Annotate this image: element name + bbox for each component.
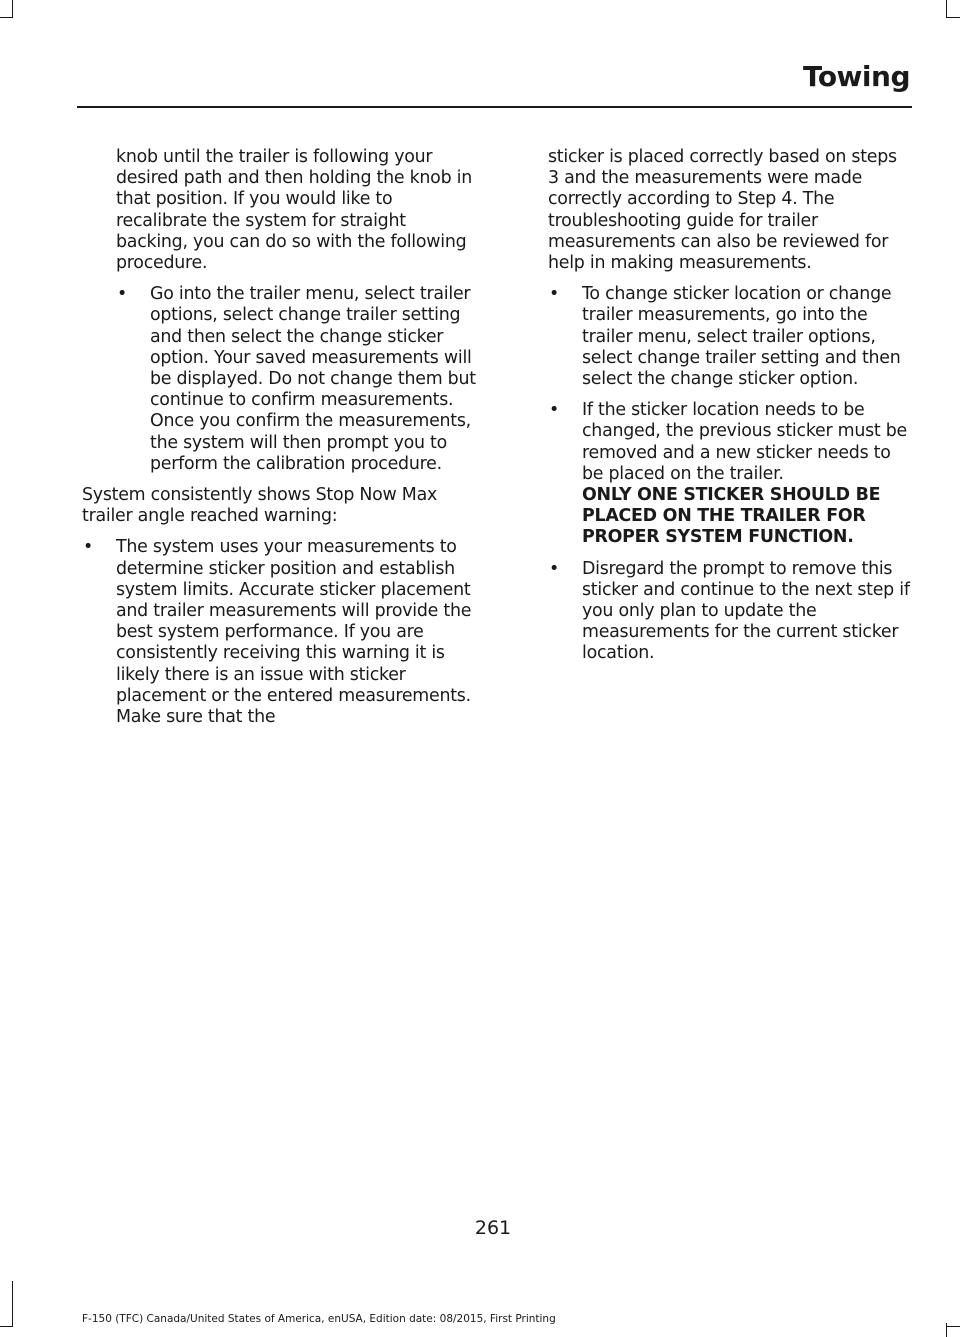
list-item [548,400,910,548]
bullet-icon: • [83,537,94,558]
list-item-text: The system uses your measurements to determine sticker position and establish system limits. Accurate sticker placement and trailer measurements will provide the best system performance. If you are consistently receiving this warning it is likely there is an issue with sticker placement or the entered measurements. Make sure that the [116,537,472,728]
header-divider [77,106,912,108]
intro-paragraph: knob until the trailer is following your desired path and then holding the knob in that position. If you would like to recalibrate the system for straight backing, you can do so with the following procedure. [116,147,472,274]
crop-mark-bottom-right-horizontal [946,1326,960,1327]
left-column [82,147,478,738]
list-item-text: If the sticker location needs to be changed, the previous sticker must be removed and a new sticker needs to be placed on the trailer. [582,400,908,484]
edition-footer: F-150 (TFC) Canada/United States of America, enUSA, Edition date: 08/2015, First Printing [82,1313,556,1325]
bullet-icon: • [549,400,560,421]
condition-heading: System consistently shows Stop Now Max trailer angle reached warning: [82,485,438,527]
warning-emphasis: ONLY ONE STICKER SHOULD BE PLACED ON THE TRAILER FOR PROPER SYSTEM FUNCTION. [582,485,881,548]
crop-mark-top-right-horizontal [946,17,960,18]
bullet-icon: • [549,284,560,305]
crop-mark-bottom-left-horizontal [0,1326,13,1327]
bullet-icon: • [549,558,560,579]
right-column [548,147,910,675]
list-item [82,284,478,475]
bullet-list [82,537,478,728]
crop-mark-top-right-vertical [946,0,947,18]
section-title: Towing [802,60,910,93]
continuation-paragraph: sticker is placed correctly based on steps 3 and the measurements were made correctly according to Step 4. The troubleshooting guide for trailer measurements can also be reviewed for help in making measurements. [548,147,897,274]
crop-mark-bottom-left-vertical [12,1281,13,1327]
crop-mark-top-left-horizontal [0,17,13,18]
list-item [548,559,910,665]
page-number: 261 [474,1217,512,1239]
list-item [82,537,478,728]
bullet-list [548,284,910,664]
crop-mark-top-left-vertical [12,0,13,18]
list-item-text: Go into the trailer menu, select trailer options, select change trailer setting and then select the change sticker option. Your saved measurements will be displayed. Do not change them but continue to confirm measurements. Once you confirm the measurements, the system will then prompt you to perform the calibration procedure. [150,284,476,474]
list-item [548,284,910,390]
list-item-text: To change sticker location or change trailer measurements, go into the trailer menu, select trailer options, select change trailer setting and then select the change sticker option. [582,284,901,390]
bullet-icon: • [117,284,128,305]
sub-bullet-list [82,284,478,475]
list-item-text: Disregard the prompt to remove this sticker and continue to the next step if you only plan to update the measurements for the current sticker location. [582,558,910,664]
